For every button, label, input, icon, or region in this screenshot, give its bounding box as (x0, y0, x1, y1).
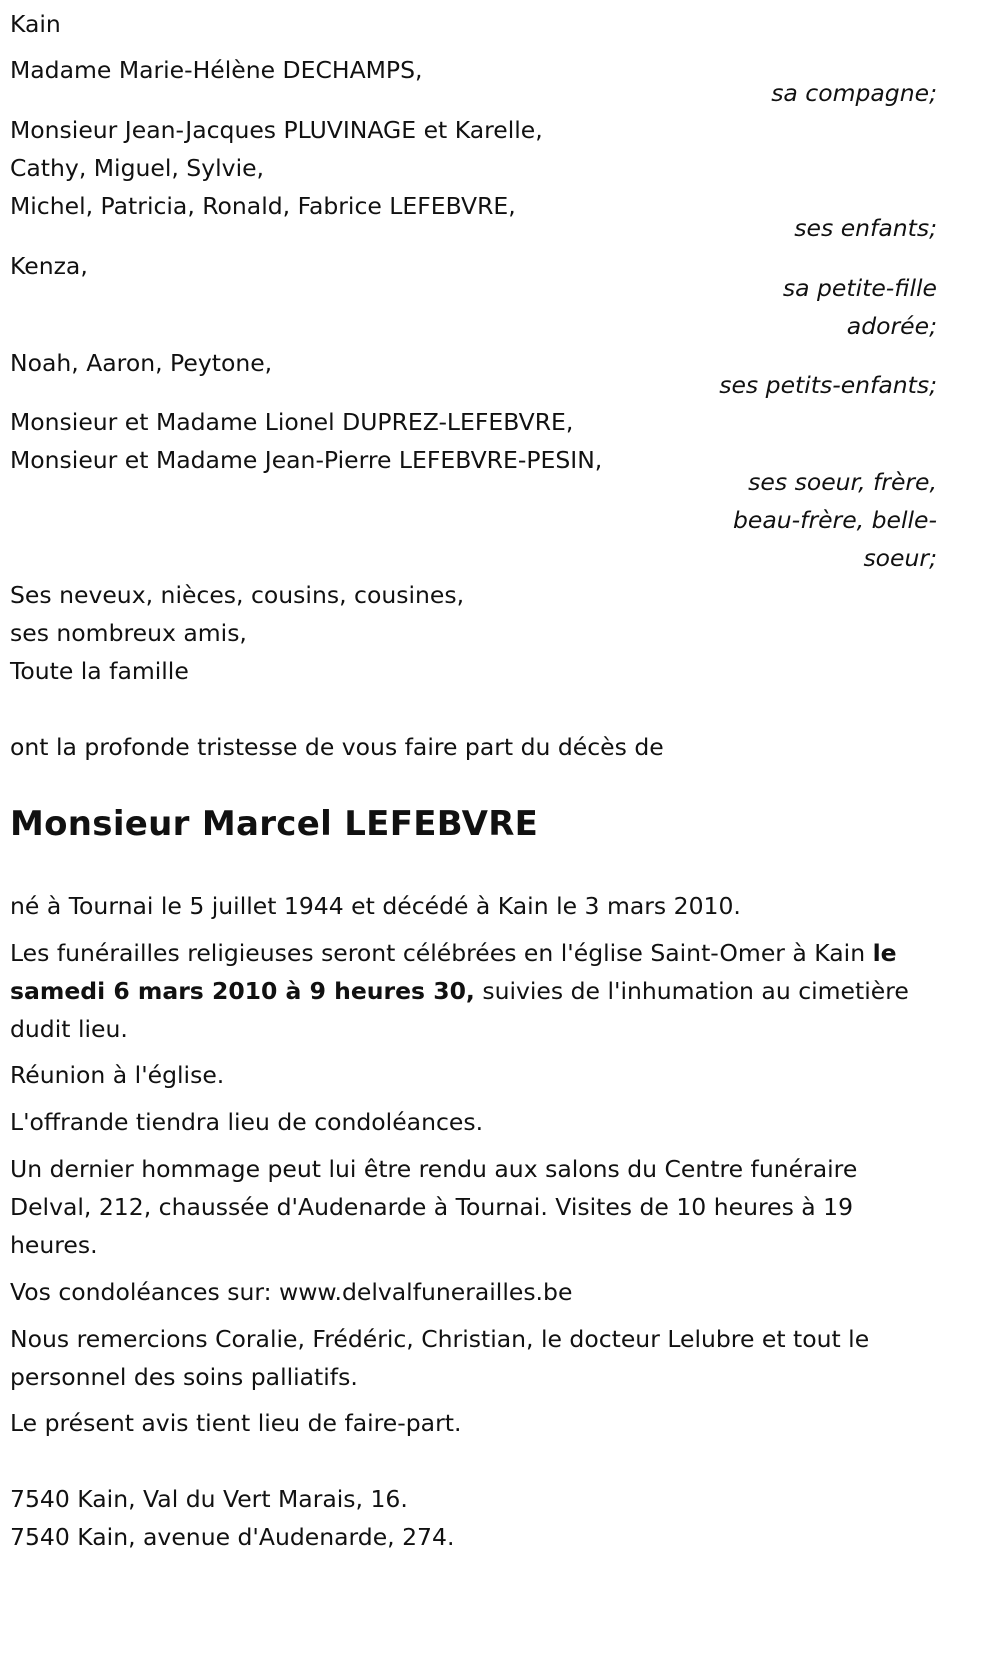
deceased-name: Monsieur Marcel LEFEBVRE (10, 804, 539, 844)
funeral-date: le samedi 6 mars 2010 à 9 heures 30, (10, 939, 897, 1005)
funeral-outro: suivies de l'inhumation au cimetière dudit lieu. (10, 977, 909, 1043)
thanks-paragraph: Nous remercions Coralie, Frédéric, Christian, le docteur Lelubre et tout le personnel des soins palliatifs. (10, 1325, 870, 1391)
extended-family-line: Toute la famille (10, 657, 189, 685)
family-name-line: Monsieur et Madame Jean-Pierre LEFEBVRE-PESIN, (10, 446, 603, 474)
family-name-line: Monsieur et Madame Lionel DUPREZ-LEFEBVRE, (10, 408, 574, 436)
relation-label: ses enfants; (794, 214, 937, 242)
announcement-text: ont la profonde tristesse de vous faire part du décès de (10, 733, 664, 761)
funeral-paragraph (10, 934, 945, 1048)
relation-label: ses petits-enfants; (719, 371, 937, 399)
family-name-line: Michel, Patricia, Ronald, Fabrice LEFEBVRE, (10, 192, 516, 220)
homage-paragraph: Un dernier hommage peut lui être rendu aux salons du Centre funéraire Delval, 212, chaussée d'Audenarde à Tournai. Visites de 10 heures à 19 heures. (10, 1155, 858, 1259)
notice-text: Le présent avis tient lieu de faire-part. (10, 1409, 462, 1437)
address-line: 7540 Kain, avenue d'Audenarde, 274. (10, 1523, 455, 1551)
relation-label: sa petite-fille adorée; (782, 274, 937, 340)
birth-death-text: né à Tournai le 5 juillet 1944 et décédé à Kain le 3 mars 2010. (10, 892, 741, 920)
location-heading: Kain (10, 10, 61, 38)
extended-family-line: ses nombreux amis, (10, 619, 247, 647)
address-line: 7540 Kain, Val du Vert Marais, 16. (10, 1485, 408, 1513)
extended-family-line: Ses neveux, nièces, cousins, cousines, (10, 581, 465, 609)
family-name-line: Kenza, (10, 252, 88, 280)
meeting-text: Réunion à l'église. (10, 1061, 225, 1089)
funeral-intro: Les funérailles religieuses seront célébrées en l'église Saint-Omer à Kain (10, 939, 873, 967)
family-name-line: Cathy, Miguel, Sylvie, (10, 154, 265, 182)
relation-label: ses soeur, frère, beau-frère, belle-soeur; (733, 468, 937, 572)
family-name-line: Monsieur Jean-Jacques PLUVINAGE et Karelle, (10, 116, 543, 144)
family-name-line: Noah, Aaron, Peytone, (10, 349, 273, 377)
relation-label: sa compagne; (771, 79, 937, 107)
offering-text: L'offrande tiendra lieu de condoléances. (10, 1108, 484, 1136)
family-name-line: Madame Marie-Hélène DECHAMPS, (10, 56, 423, 84)
condolences-text: Vos condoléances sur: www.delvalfunerailles.be (10, 1278, 573, 1306)
